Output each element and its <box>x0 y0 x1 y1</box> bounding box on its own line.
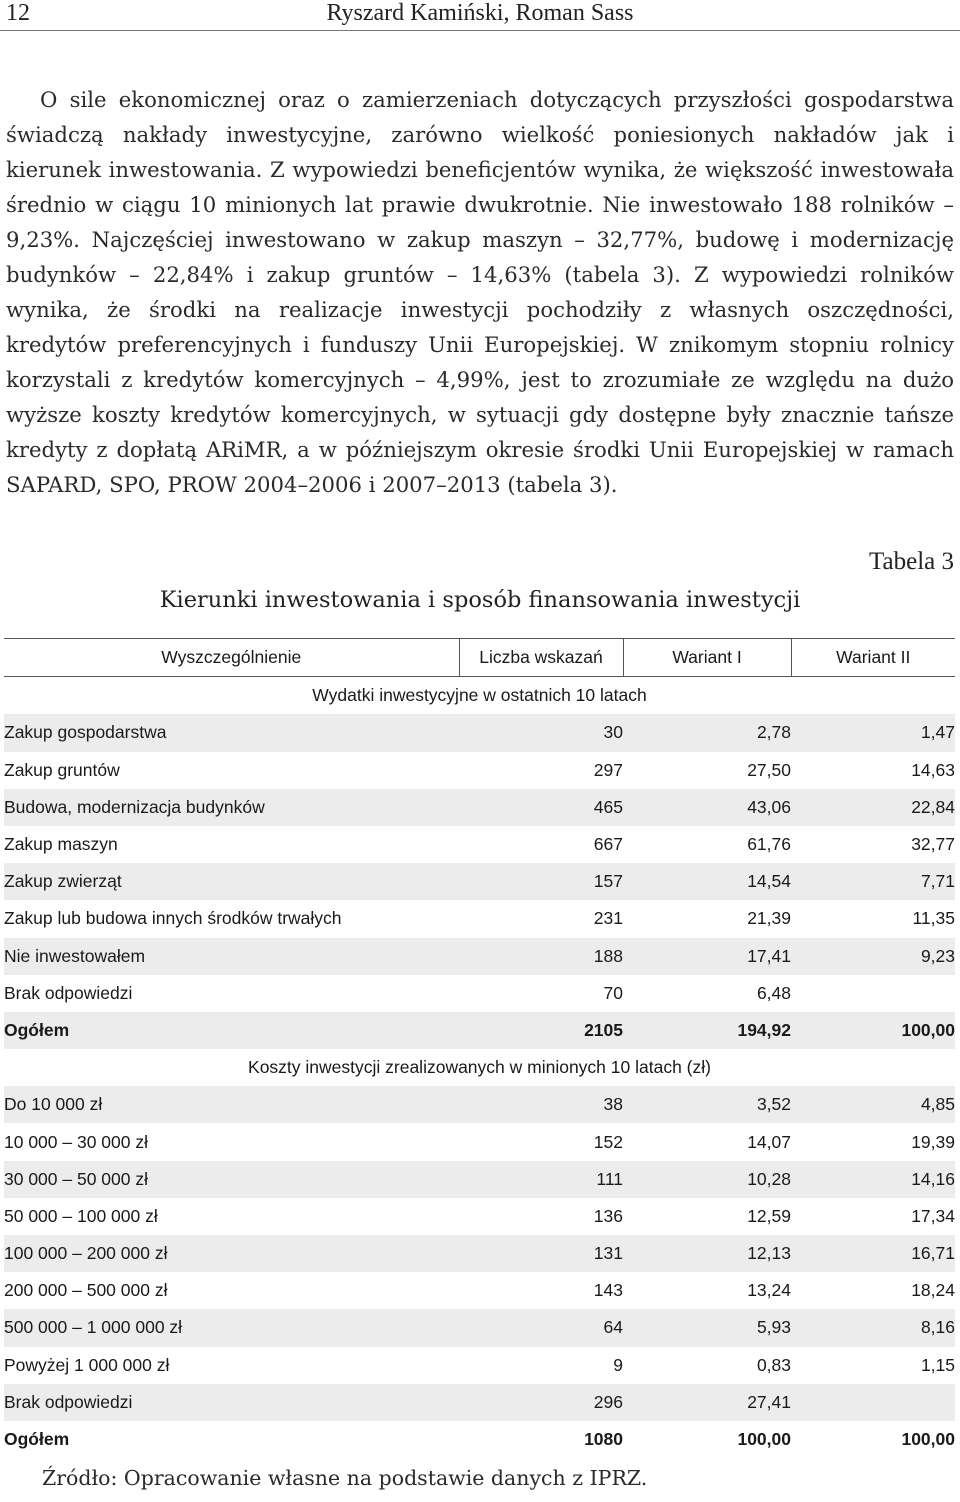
cell-variant-1: 27,50 <box>747 759 791 780</box>
cell-variant-1: 21,39 <box>747 908 791 929</box>
table-row <box>4 714 955 751</box>
table-row <box>4 752 955 789</box>
total-row <box>4 1421 955 1458</box>
cell-variant-2: 22,84 <box>791 789 955 826</box>
cell-count: 1080 <box>584 1429 623 1450</box>
row-label: Brak odpowiedzi <box>4 982 133 1003</box>
cell-count: 30 <box>459 714 623 751</box>
row-label: Budowa, modernizacja budynków <box>4 789 459 826</box>
table-row <box>4 1086 955 1123</box>
section-heading-row <box>4 1049 955 1086</box>
table-row <box>4 1235 955 1272</box>
table-row <box>4 863 955 900</box>
cell-variant-2: 4,85 <box>791 1086 955 1123</box>
cell-variant-2: 32,77 <box>911 834 955 855</box>
section-heading: Wydatki inwestycyjne w ostatnich 10 latach <box>312 685 647 706</box>
cell-variant-1: 43,06 <box>623 789 791 826</box>
table-row <box>4 938 955 975</box>
cell-count: 70 <box>603 982 623 1003</box>
row-label: 10 000 – 30 000 zł <box>4 1131 149 1152</box>
cell-variant-2: 14,63 <box>911 759 955 780</box>
row-label: Zakup maszyn <box>4 834 118 855</box>
table-title: Kierunki inwestowania i sposób finansowania inwestycji <box>159 587 801 613</box>
cell-count: 2105 <box>459 1012 623 1049</box>
header-variant-2: Wariant II <box>791 639 955 677</box>
table-row <box>4 1123 955 1160</box>
cell-variant-2 <box>791 975 955 1012</box>
cell-count: 296 <box>459 1384 623 1421</box>
cell-variant-2: 18,24 <box>911 1280 955 1301</box>
row-label: Powyżej 1 000 000 zł <box>4 1354 170 1375</box>
cell-variant-2: 16,71 <box>791 1235 955 1272</box>
table-header-row <box>4 639 955 677</box>
cell-variant-1: 13,24 <box>747 1280 791 1301</box>
cell-variant-1: 61,76 <box>747 834 791 855</box>
table-row <box>4 900 955 937</box>
row-label: Ogółem <box>4 1012 459 1049</box>
cell-variant-1: 2,78 <box>623 714 791 751</box>
running-head: Ryszard Kamiński, Roman Sass <box>326 0 634 26</box>
cell-variant-1: 0,83 <box>756 1354 791 1375</box>
row-label: Brak odpowiedzi <box>4 1384 459 1421</box>
cell-variant-2: 19,39 <box>911 1131 955 1152</box>
cell-variant-1: 100,00 <box>737 1429 791 1450</box>
cell-variant-1: 194,92 <box>623 1012 791 1049</box>
row-label: Ogółem <box>4 1429 70 1450</box>
header-count: Liczba wskazań <box>459 639 623 677</box>
cell-variant-2: 14,16 <box>791 1161 955 1198</box>
row-label: Zakup zwierząt <box>4 863 459 900</box>
body-text <box>6 82 954 502</box>
page-header <box>0 0 960 31</box>
table-row <box>4 826 955 863</box>
cell-variant-1: 10,28 <box>623 1161 791 1198</box>
table-row <box>4 1198 955 1235</box>
row-label: Do 10 000 zł <box>4 1086 459 1123</box>
row-label: Nie inwestowałem <box>4 938 459 975</box>
section-heading: Koszty inwestycji zrealizowanych w minionych 10 latach (zł) <box>248 1057 711 1078</box>
cell-count: 667 <box>593 834 623 855</box>
paragraph: O sile ekonomicznej oraz o zamierzeniach dotyczących przyszłości gospodarstwa świadczą nakłady inwestycyjne, zarówno wielkość poniesionych nakładów jak i kierunek inwestowania. Z wypowiedzi beneficjentów wynika, że większość inwestowała średnio w ciągu 10 minionych lat prawie dwukrotnie. Nie inwestowało 188 rolników – 9,23%. Najczęściej inwestowano w zakup maszyn – 32,77%, budowę i modernizację budynków – 22,84% i zakup gruntów – 14,63% (tabela 3). Z wypowiedzi rolników wynika, że środki na realizacje inwestycji pochodziły z własnych oszczędności, kredytów preferencyjnych i funduszy Unii Europejskiej. W znikomym stopniu rolnicy korzystali z kredytów komercyjnych – 4,99%, jest to zrozumiałe ze względu na dużo wyższe koszty kredytów komercyjnych, w sytuacji gdy dostępne były znacznie tańsze kredyty z dopłatą ARiMR, a w późniejszym okresie środki Unii Europejskiej w ramach SAPARD, SPO, PROW 2004–2006 i 2007–2013 (tabela 3). <box>6 87 954 497</box>
cell-count: 111 <box>459 1161 623 1198</box>
cell-count: 188 <box>459 938 623 975</box>
row-label: Zakup lub budowa innych środków trwałych <box>4 908 342 929</box>
cell-variant-1: 17,41 <box>623 938 791 975</box>
cell-count: 131 <box>459 1235 623 1272</box>
table-row <box>4 975 955 1012</box>
cell-variant-2: 8,16 <box>791 1309 955 1346</box>
cell-count: 465 <box>459 789 623 826</box>
row-label: 500 000 – 1 000 000 zł <box>4 1309 459 1346</box>
row-label: 200 000 – 500 000 zł <box>4 1280 168 1301</box>
cell-variant-2 <box>791 1384 955 1421</box>
cell-variant-2: 1,15 <box>920 1354 955 1375</box>
cell-count: 143 <box>593 1280 623 1301</box>
cell-variant-2: 17,34 <box>911 1205 955 1226</box>
cell-variant-1: 12,13 <box>623 1235 791 1272</box>
row-label: Zakup gospodarstwa <box>4 714 459 751</box>
cell-count: 64 <box>459 1309 623 1346</box>
cell-variant-2: 9,23 <box>791 938 955 975</box>
section-heading-row <box>4 677 955 715</box>
cell-variant-2: 100,00 <box>791 1012 955 1049</box>
investment-table <box>4 638 955 1458</box>
row-label: 100 000 – 200 000 zł <box>4 1235 459 1272</box>
row-label: 50 000 – 100 000 zł <box>4 1205 158 1226</box>
cell-variant-1: 27,41 <box>623 1384 791 1421</box>
table-body <box>4 677 955 1458</box>
row-label: 30 000 – 50 000 zł <box>4 1161 459 1198</box>
row-label: Zakup gruntów <box>4 759 120 780</box>
header-description: Wyszczególnienie <box>4 639 459 677</box>
table-row <box>4 1309 955 1346</box>
cell-variant-1: 6,48 <box>756 982 791 1003</box>
cell-count: 38 <box>459 1086 623 1123</box>
cell-variant-1: 14,07 <box>747 1131 791 1152</box>
cell-variant-2: 1,47 <box>791 714 955 751</box>
cell-variant-1: 5,93 <box>623 1309 791 1346</box>
total-row <box>4 1012 955 1049</box>
cell-variant-2: 100,00 <box>901 1429 955 1450</box>
table-label: Tabela 3 <box>868 548 954 575</box>
table-row <box>4 1272 955 1309</box>
page-number: 12 <box>6 0 30 26</box>
cell-count: 231 <box>593 908 623 929</box>
source-note: Źródło: Opracowanie własne na podstawie danych z IPRZ. <box>42 1466 648 1490</box>
table-row <box>4 1347 955 1384</box>
table-row <box>4 1161 955 1198</box>
cell-count: 157 <box>459 863 623 900</box>
cell-variant-1: 3,52 <box>623 1086 791 1123</box>
cell-variant-2: 7,71 <box>791 863 955 900</box>
header-variant-1: Wariant I <box>623 639 791 677</box>
table-row <box>4 789 955 826</box>
cell-variant-1: 12,59 <box>747 1205 791 1226</box>
cell-variant-1: 14,54 <box>623 863 791 900</box>
table-row <box>4 1384 955 1421</box>
cell-count: 9 <box>613 1354 623 1375</box>
cell-count: 152 <box>593 1131 623 1152</box>
cell-variant-2: 11,35 <box>912 908 955 929</box>
cell-count: 136 <box>593 1205 623 1226</box>
cell-count: 297 <box>593 759 623 780</box>
